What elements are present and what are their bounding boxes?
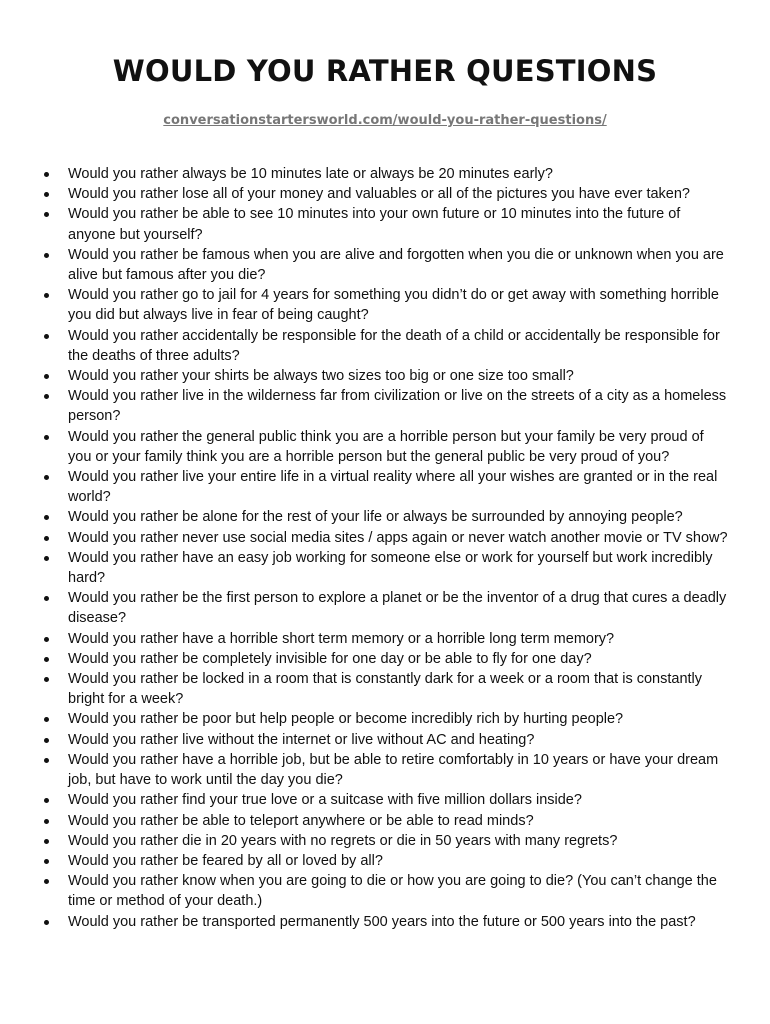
question-text: Would you rather be completely invisible for one day or be able to fly for one day?: [68, 650, 592, 667]
bullet-icon: [44, 374, 49, 379]
question-text: Would you rather find your true love or a suitcase with five million dollars inside?: [68, 792, 582, 809]
bullet-icon: [44, 819, 49, 824]
question-text: Would you rather live without the internet or live without AC and heating?: [68, 731, 535, 748]
bullet-icon: [44, 192, 49, 197]
list-item: [68, 285, 730, 325]
list-item: [68, 204, 730, 244]
question-text: Would you rather be able to teleport anywhere or be able to read minds?: [68, 812, 534, 829]
question-text: Would you rather have a horrible job, but be able to retire comfortably in 10 years or have your dream job, but have to work until the day you die?: [68, 751, 719, 789]
bullet-icon: [44, 859, 49, 864]
list-item: [68, 669, 730, 709]
question-text: Would you rather your shirts be always two sizes too big or one size too small?: [68, 368, 574, 385]
list-item: [68, 427, 730, 467]
list-item: [68, 912, 730, 932]
bullet-icon: [44, 212, 49, 217]
bullet-icon: [44, 556, 49, 561]
bullet-icon: [44, 879, 49, 884]
question-text: Would you rather be feared by all or loved by all?: [68, 852, 383, 869]
bullet-icon: [44, 435, 49, 440]
question-text: Would you rather live your entire life in a virtual reality where all your wishes are granted or in the real world?: [68, 469, 718, 506]
bullet-icon: [44, 637, 49, 642]
list-item: [68, 871, 730, 911]
page-title: WOULD YOU RATHER QUESTIONS: [112, 54, 658, 88]
list-item: [68, 730, 730, 750]
question-text: Would you rather have an easy job working for someone else or work for yourself but work incredibly hard?: [68, 549, 713, 587]
bullet-icon: [44, 657, 49, 662]
question-text: Would you rather the general public think you are a horrible person but your family be very proud of you or your family think you are a horrible person but the general public be very proud of you?: [68, 428, 704, 465]
list-item: [68, 164, 730, 184]
question-text: Would you rather be able to see 10 minutes into your own future or 10 minutes into the future of anyone but yourself?: [68, 206, 681, 243]
question-text: Would you rather always be 10 minutes late or always be 20 minutes early?: [68, 166, 553, 182]
bullet-icon: [44, 394, 49, 399]
question-text: Would you rather never use social media sites / apps again or never watch another movie or TV show?: [68, 529, 728, 546]
bullet-icon: [44, 172, 49, 177]
question-text: Would you rather be locked in a room that is constantly dark for a week or a room that is constantly bright for a week?: [68, 671, 703, 708]
question-text: Would you rather die in 20 years with no regrets or die in 50 years with many regrets?: [68, 832, 618, 849]
list-item: [68, 629, 730, 649]
bullet-icon: [44, 334, 49, 339]
question-text: Would you rather be famous when you are alive and forgotten when you die or unknown when you are alive but famous after you die?: [68, 246, 724, 284]
bullet-icon: [44, 475, 49, 480]
question-text: Would you rather be poor but help people or become incredibly rich by hurting people?: [68, 711, 624, 728]
bullet-icon: [44, 839, 49, 844]
list-item: [68, 467, 730, 507]
list-item: [68, 831, 730, 851]
bullet-icon: [44, 738, 49, 743]
list-item: [68, 790, 730, 810]
bullet-icon: [44, 677, 49, 682]
bullet-icon: [44, 515, 49, 520]
bullet-icon: [44, 798, 49, 803]
question-text: Would you rather know when you are going to die or how you are going to die? (You can’t change the time or method of your death.): [68, 873, 717, 910]
list-item: [68, 507, 730, 527]
source-link[interactable]: conversationstartersworld.com/would-you-rather-questions/: [163, 113, 607, 128]
list-item: [68, 548, 730, 588]
bullet-icon: [44, 758, 49, 763]
list-item: [68, 709, 730, 729]
question-text: Would you rather accidentally be responsible for the death of a child or accidentally be responsible for the deaths of three adults?: [68, 327, 720, 364]
list-item: [68, 851, 730, 871]
list-item: [68, 184, 730, 204]
list-item: [68, 811, 730, 831]
list-item: [68, 386, 730, 426]
question-text: Would you rather live in the wilderness far from civilization or live on the streets of a city as a homeless person?: [68, 388, 727, 425]
bullet-icon: [44, 536, 49, 541]
list-item: [68, 528, 730, 548]
list-item: [68, 245, 730, 285]
list-item: [68, 366, 730, 386]
question-text: Would you rather lose all of your money and valuables or all of the pictures you have ever taken?: [68, 186, 690, 203]
question-text: Would you rather be alone for the rest of your life or always be surrounded by annoying people?: [68, 509, 683, 526]
list-item: [68, 649, 730, 669]
bullet-icon: [44, 596, 49, 601]
bullet-icon: [44, 293, 49, 298]
bullet-icon: [44, 717, 49, 722]
question-text: Would you rather go to jail for 4 years for something you didn’t do or get away with something horrible you did but always live in fear of being caught?: [68, 287, 719, 324]
question-text: Would you rather be the first person to explore a planet or be the inventor of a drug that cures a deadly disease?: [68, 590, 727, 627]
list-item: [68, 326, 730, 366]
list-item: [68, 750, 730, 790]
bullet-icon: [44, 253, 49, 258]
question-text: Would you rather have a horrible short term memory or a horrible long term memory?: [68, 630, 615, 647]
list-item: [68, 588, 730, 628]
question-list: [68, 164, 730, 932]
question-text: Would you rather be transported permanently 500 years into the future or 500 years into the past?: [68, 913, 696, 930]
bullet-icon: [44, 920, 49, 925]
